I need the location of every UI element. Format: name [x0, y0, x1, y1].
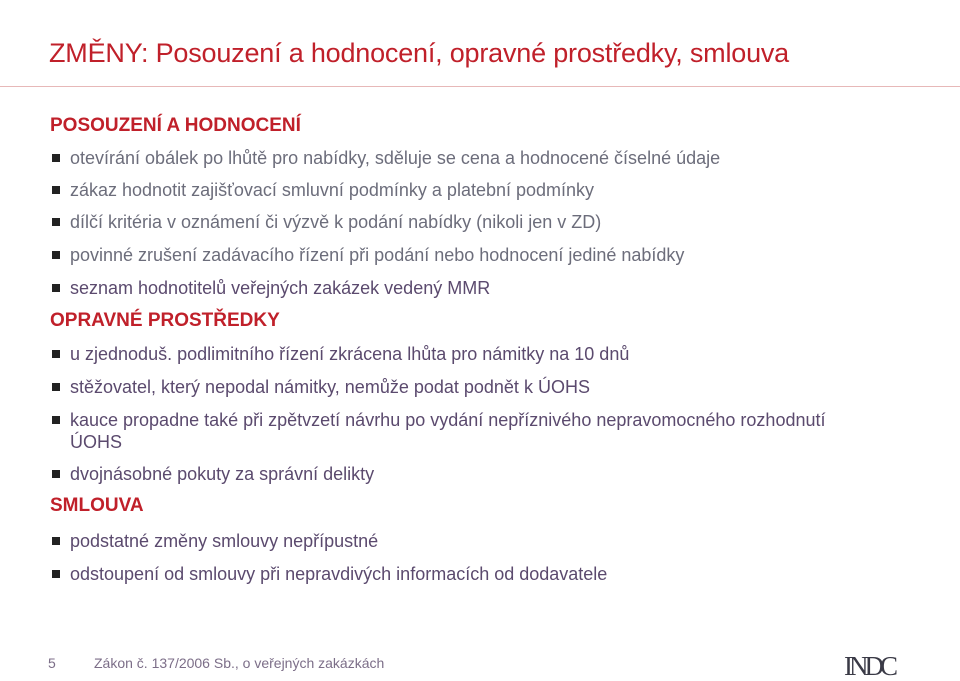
- list-item: [50, 179, 930, 201]
- list-item-text: dvojnásobné pokuty za správní delikty: [70, 464, 375, 484]
- square-bullet-icon: [52, 154, 60, 162]
- square-bullet-icon: [52, 186, 60, 194]
- list-item-text: podstatné změny smlouvy nepřípustné: [70, 531, 379, 551]
- list-item-text: seznam hodnotitelů veřejných zakázek vedený MMR: [70, 278, 491, 298]
- square-bullet-icon: [52, 284, 60, 292]
- list-item: [50, 211, 930, 233]
- list-item: [50, 530, 930, 552]
- list-item: [50, 409, 850, 453]
- list-item: [50, 376, 930, 398]
- section-heading-smlouva: SMLOUVA: [50, 495, 144, 516]
- square-bullet-icon: [52, 570, 60, 578]
- square-bullet-icon: [52, 218, 60, 226]
- list-item-text: odstoupení od smlouvy při nepravdivých informacích od dodavatele: [70, 564, 608, 584]
- list-item-text: stěžovatel, který nepodal námitky, nemůže podat podnět k ÚOHS: [70, 377, 590, 397]
- list-item-text: kauce propadne také při zpětvzetí návrhu po vydání nepříznivého nepravomocného rozhodnutí ÚOHS: [70, 410, 826, 452]
- slide-title: ZMĚNY: Posouzení a hodnocení, opravné prostředky, smlouva: [49, 38, 789, 68]
- square-bullet-icon: [52, 537, 60, 545]
- indc-logo: [844, 650, 916, 680]
- list-item: [50, 563, 930, 585]
- list-item-text: otevírání obálek po lhůtě pro nabídky, sděluje se cena a hodnocené číselné údaje: [70, 148, 721, 168]
- square-bullet-icon: [52, 350, 60, 358]
- section-heading-posouzeni: POSOUZENÍ A HODNOCENÍ: [50, 115, 301, 136]
- list-item-text: zákaz hodnotit zajišťovací smluvní podmínky a platební podmínky: [70, 180, 595, 200]
- title-divider: [0, 86, 960, 87]
- logo-text: INDC: [844, 651, 894, 680]
- page-number: 5: [48, 655, 56, 671]
- square-bullet-icon: [52, 416, 60, 424]
- list-item-text: povinné zrušení zadávacího řízení při podání nebo hodnocení jediné nabídky: [70, 245, 685, 265]
- list-item: [50, 244, 930, 266]
- list-item: [50, 463, 930, 485]
- square-bullet-icon: [52, 251, 60, 259]
- list-item-text: dílčí kritéria v oznámení či výzvě k podání nabídky (nikoli jen v ZD): [70, 212, 602, 232]
- square-bullet-icon: [52, 470, 60, 478]
- section-heading-opravne-prostredky: OPRAVNÉ PROSTŘEDKY: [50, 310, 280, 331]
- footer-caption: Zákon č. 137/2006 Sb., o veřejných zakázkách: [94, 655, 385, 671]
- list-item: [50, 343, 930, 365]
- list-item-text: u zjednoduš. podlimitního řízení zkrácena lhůta pro námitky na 10 dnů: [70, 344, 630, 364]
- list-item: [50, 277, 930, 299]
- square-bullet-icon: [52, 383, 60, 391]
- list-item: [50, 147, 930, 169]
